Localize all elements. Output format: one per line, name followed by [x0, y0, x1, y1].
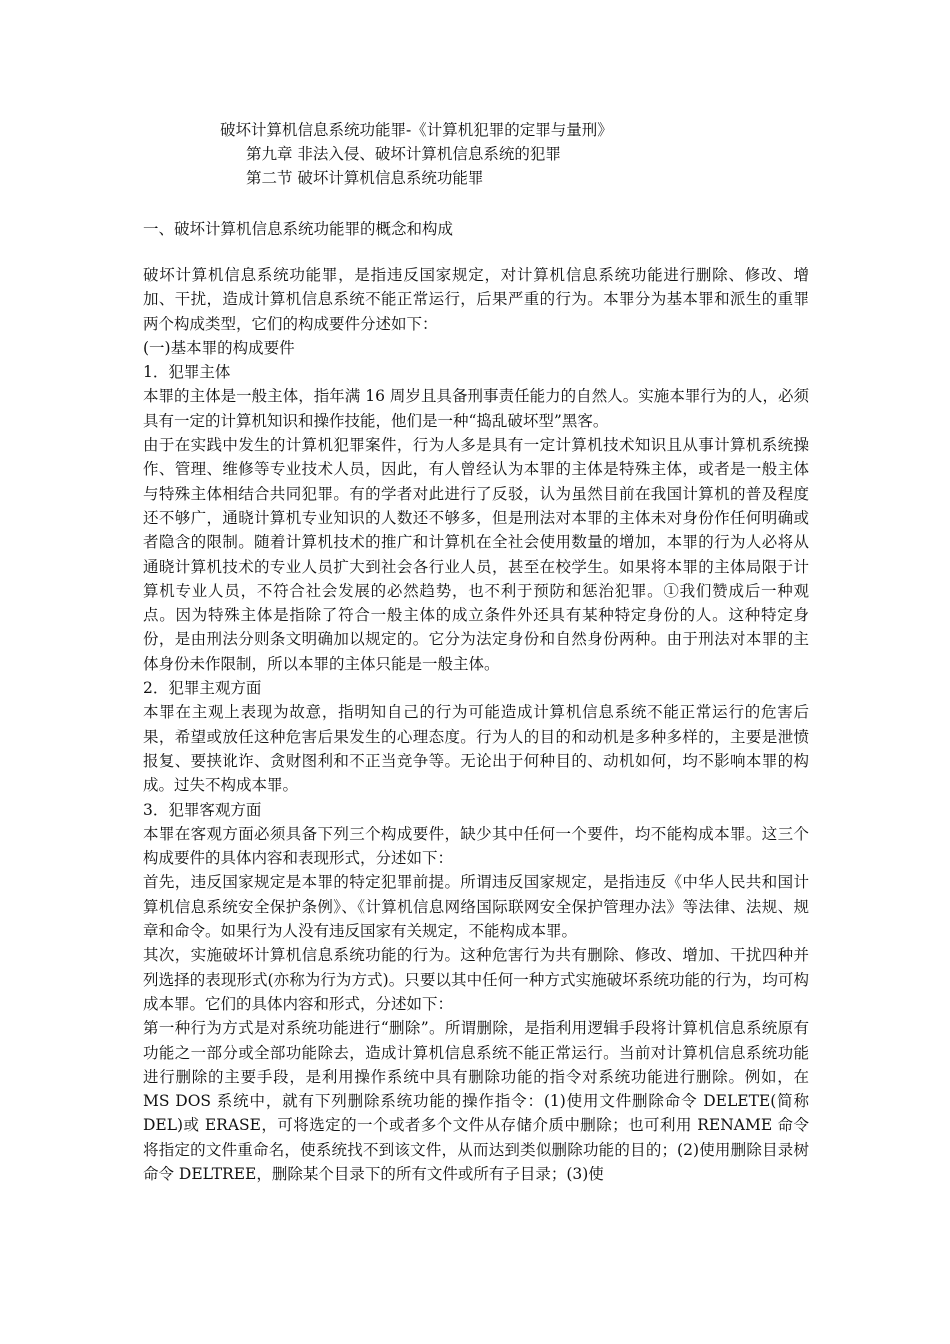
paragraph-second-element: 其次，实施破坏计算机信息系统功能的行为。这种危害行为共有删除、修改、增加、干扰四种并列选择的表现形式(亦称为行为方式)。只要以其中任何一种方式实施破坏系统功能的行为，均可构成本罪。它们的具体内容和形式，分述如下： — [143, 946, 809, 1013]
paragraph-first-element: 首先，违反国家规定是本罪的特定犯罪前提。所谓违反国家规定，是指违反《中华人民共和国计算机信息系统安全保护条例》、《计算机信息网络国际联网安全保护管理办法》等法律、法规、规章和命令。如果行为人没有违反国家有关规定，不能构成本罪。 — [143, 873, 809, 941]
subheading-subject: 1．犯罪主体 — [143, 363, 231, 382]
paragraph-subject: 本罪的主体是一般主体，指年满 16 周岁且具备刑事责任能力的自然人。实施本罪行为的人，必须具有一定的计算机知识和操作技能，他们是一种“捣乱破坏型”黑客。 — [143, 387, 809, 430]
paragraph-objective-intro: 本罪在客观方面必须具备下列三个构成要件，缺少其中任何一个要件，均不能构成本罪。这三个构成要件的具体内容和表现形式，分述如下： — [143, 824, 809, 868]
document-title-block — [0, 118, 950, 190]
section-heading: 一、破坏计算机信息系统功能罪的概念和构成 — [143, 220, 454, 238]
document-title: 破坏计算机信息系统功能罪-《计算机犯罪的定罪与量刑》 — [220, 121, 613, 139]
body-text — [143, 263, 809, 1186]
paragraph-deletion: 第一种行为方式是对系统功能进行“删除”。所谓删除，是指利用逻辑手段将计算机信息系统原有功能之一部分或全部功能除去，造成计算机信息系统不能正常运行。当前对计算机信息系统功能进行删除的主要手段，是利用操作系统中具有删除功能的指令对系统功能进行删除。例如，在 MS DOS 系统中，就有下列删除系统功能的操作指令：(1)使用文件删除命令 DELETE(简称 DEL)或 ERASE，可将选定的一个或者多个文件从存储介质中删除；也可利用 RENAME 命令将指定的文件重命名，使系统找不到该文件，从而达到类似删除功能的目的；(2)使用删除目录树命令 DELTREE，删除某个目录下的所有文件或所有子目录；(3)使 — [143, 1019, 809, 1183]
subheading-basic-elements: (一)基本罪的构成要件 — [143, 338, 295, 357]
section-title: 第二节 破坏计算机信息系统功能罪 — [246, 169, 484, 187]
paragraph-definition: 破坏计算机信息系统功能罪，是指违反国家规定，对计算机信息系统功能进行删除、修改、增加、干扰，造成计算机信息系统不能正常运行，后果严重的行为。本罪分为基本罪和派生的重罪两个构成类型，它们的构成要件分述如下： — [143, 266, 809, 333]
paragraph-subjective-aspect: 本罪在主观上表现为故意，指明知自己的行为可能造成计算机信息系统不能正常运行的危害后果，希望或放任这种危害后果发生的心理态度。行为人的目的和动机是多种多样的，主要是泄愤报复、要挟讹诈、贪财图利和不正当竞争等。无论出于何种目的、动机如何，均不影响本罪的构成。过失不构成本罪。 — [143, 703, 809, 795]
subheading-objective-aspect: 3．犯罪客观方面 — [143, 800, 262, 819]
chapter-title: 第九章 非法入侵、破坏计算机信息系统的犯罪 — [246, 145, 561, 163]
subheading-subjective-aspect: 2．犯罪主观方面 — [143, 679, 262, 698]
paragraph-subject-discussion: 由于在实践中发生的计算机犯罪案件，行为人多是具有一定计算机技术知识且从事计算机系统操作、管理、维修等专业技术人员，因此，有人曾经认为本罪的主体是特殊主体，或者是一般主体与特殊主体相结合共同犯罪。有的学者对此进行了反驳，认为虽然目前在我国计算机的普及程度还不够广，通晓计算机专业知识的人数还不够多，但是刑法对本罪的主体未对身份作任何明确或者隐含的限制。随着计算机技术的推广和计算机在全社会使用数量的增加，本罪的行为人必将从通晓计算机技术的专业人员扩大到社会各行业人员，甚至在校学生。如果将本罪的主体局限于计算机专业人员，不符合社会发展的必然趋势，也不利于预防和惩治犯罪。①我们赞成后一种观点。因为特殊主体是指除了符合一般主体的成立条件外还具有某种特定身份的人。这种特定身份，是由刑法分则条文明确加以规定的。它分为法定身份和自然身份两种。由于刑法对本罪的主体身份未作限制，所以本罪的主体只能是一般主体。 — [143, 436, 809, 673]
